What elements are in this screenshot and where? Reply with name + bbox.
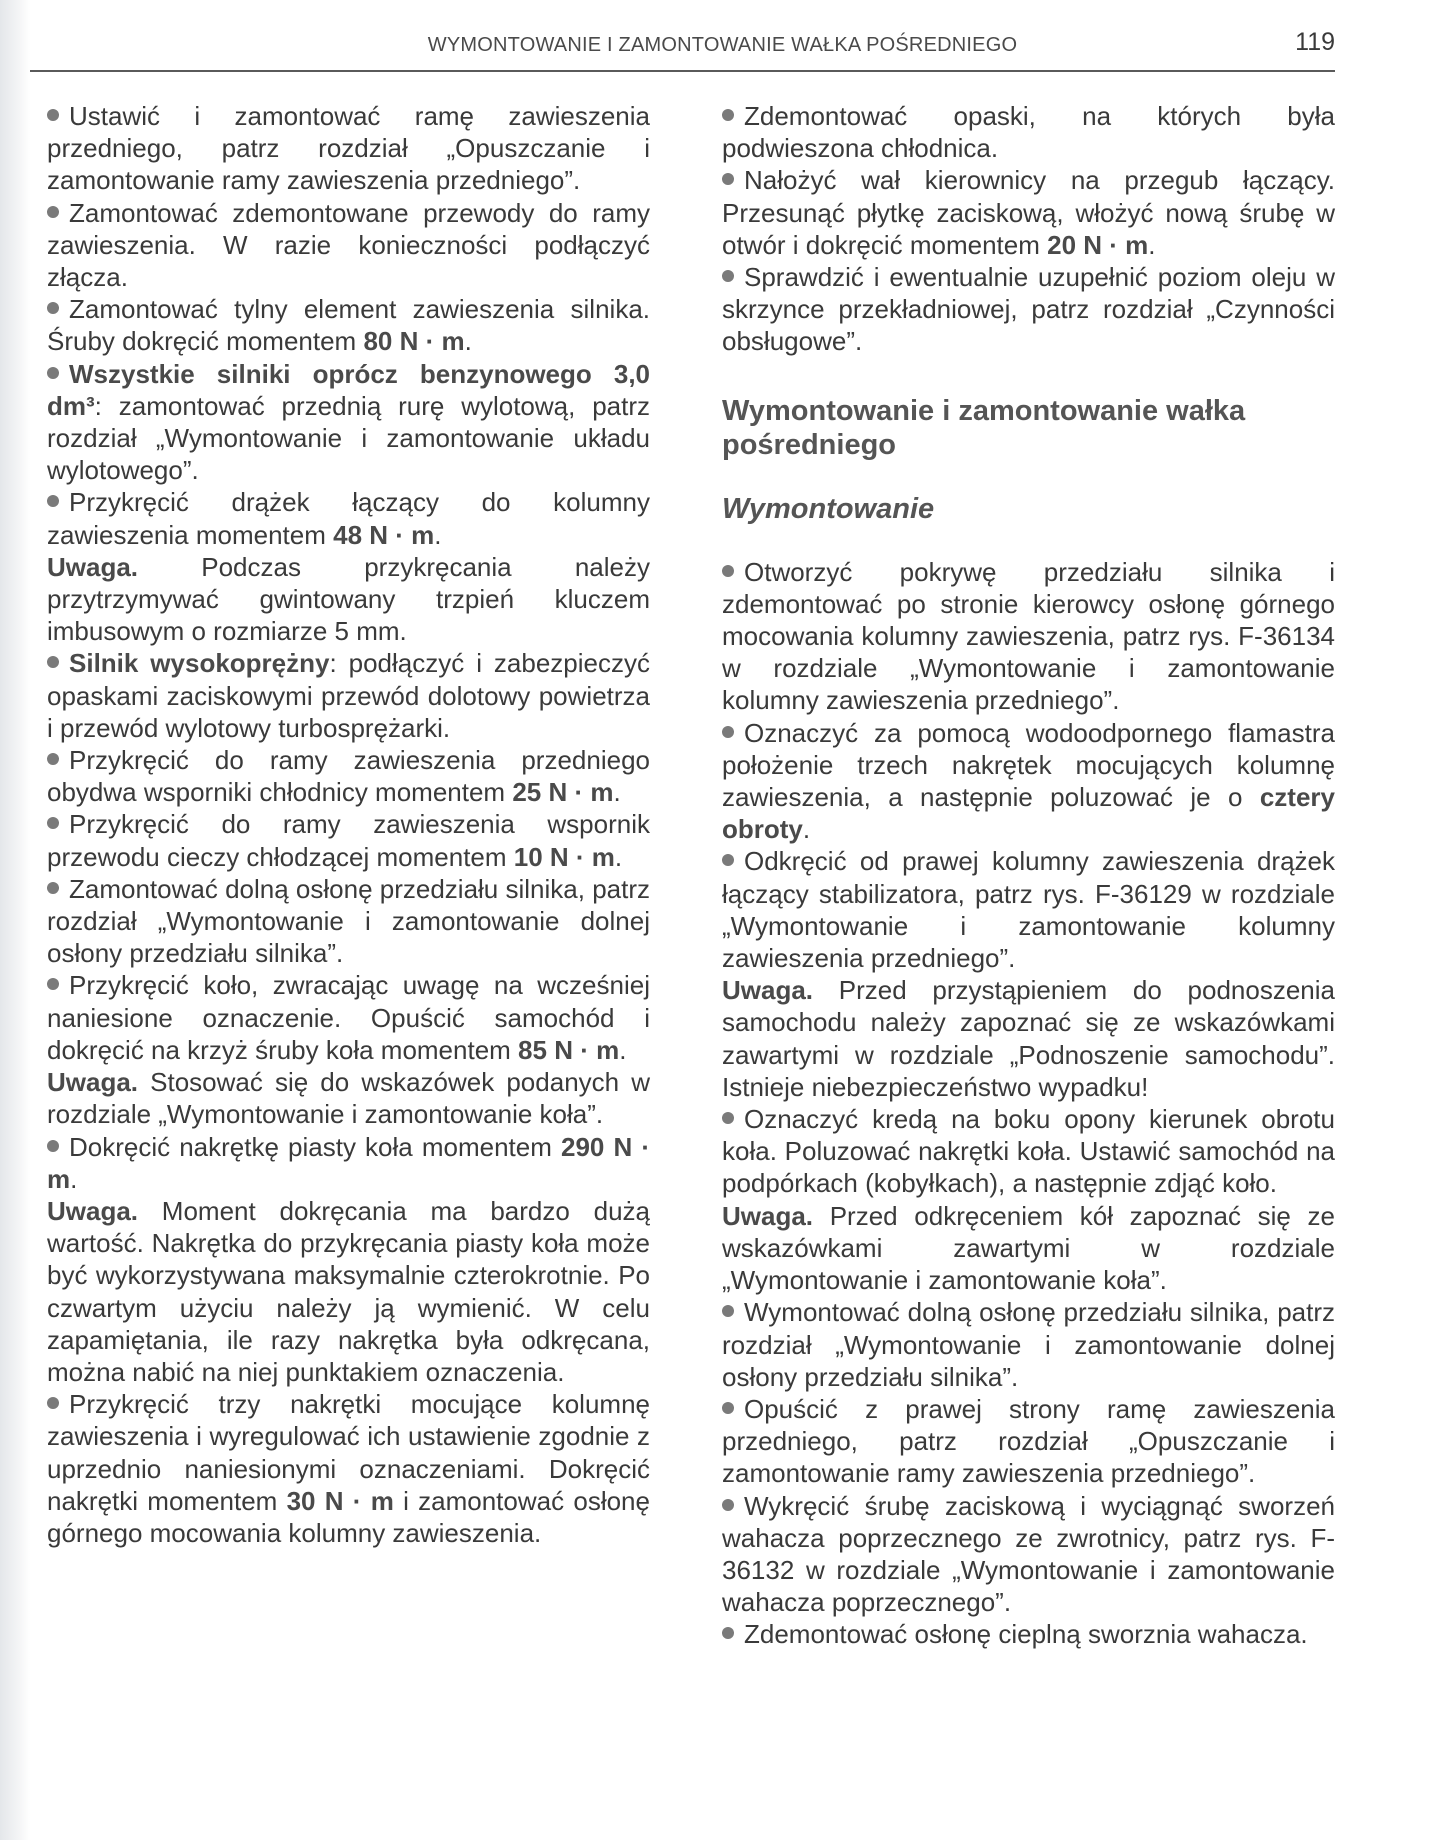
bullet-paragraph — [722, 717, 1335, 846]
bullet-dot-icon — [722, 1402, 734, 1414]
body-text: Przykręcić trzy nakrętki mocujące kolumnę zawieszenia i wyregulować ich ustawienie zgodnie z uprzednio naniesionymi oznaczeniami. Dokręcić nakrętki momentem — [47, 1389, 650, 1516]
body-text: Wykręcić śrubę zaciskową i wyciągnąć sworzeń wahacza poprzecznego ze zwrotnicy, patrz rys. F-36132 w rozdziale „Wymontowanie i zamontowanie wahacza poprzecznego”. — [722, 1490, 1335, 1618]
body-text: Oznaczyć za pomocą wodoodpornego flamastra położenie trzech nakrętek mocujących kolumnę zawieszenia, a następnie poluzować je o — [722, 717, 1335, 813]
body-text: i zamontować osłonę górnego mocowania kolumny zawieszenia. — [47, 1485, 650, 1548]
body-text: : podłączyć i zabezpieczyć opaskami zaciskowymi przewód dolotowy powietrza i przewód wylotowy turbosprężarki. — [47, 648, 650, 743]
emphasis-text: Silnik wysokoprężny — [69, 648, 330, 679]
bullet-paragraph — [722, 164, 1335, 261]
page-number: 119 — [1295, 28, 1335, 56]
note-paragraph — [722, 974, 1335, 1103]
bullet-dot-icon — [722, 270, 734, 282]
body-text: Podczas przykręcania należy przytrzymywać gwintowany trzpień kluczem imbusowym o rozmiarze 5 mm. — [47, 551, 650, 647]
bullet-paragraph — [722, 556, 1335, 717]
bullet-dot-icon — [47, 367, 59, 379]
bullet-dot-icon — [47, 495, 59, 507]
bullet-dot-icon — [722, 565, 734, 577]
right-column-top — [722, 100, 1335, 358]
bullet-paragraph — [47, 197, 650, 294]
scan-page-edge — [0, 0, 30, 1840]
bullet-dot-icon — [722, 173, 734, 185]
bullet-dot-icon — [722, 1112, 734, 1124]
bullet-dot-icon — [47, 206, 59, 218]
body-text: . — [613, 777, 621, 808]
body-text: Przed odkręceniem kół zapoznać się ze wskazówkami zawartymi w rozdziale „Wymontowanie i zamontowanie koła”. — [722, 1200, 1335, 1296]
bullet-dot-icon — [47, 1140, 59, 1152]
body-text: : zamontować przednią rurę wylotową, patrz rozdział „Wymontowanie i zamontowanie układu wylotowego”. — [47, 390, 650, 486]
bullet-paragraph — [722, 1393, 1335, 1490]
running-title: WYMONTOWANIE I ZAMONTOWANIE WAŁKA POŚREDNIEGO — [427, 34, 1018, 56]
bullet-paragraph — [47, 1131, 650, 1195]
body-text: Nałożyć wał kierownicy na przegub łączący. Przesunąć płytkę zaciskową, włożyć nową śrubę w otwór i dokręcić momentem — [722, 165, 1335, 260]
bullet-dot-icon — [47, 302, 59, 314]
bullet-paragraph — [722, 100, 1335, 164]
bullet-paragraph — [722, 1296, 1335, 1393]
bullet-paragraph — [722, 1490, 1335, 1619]
bullet-paragraph — [47, 808, 650, 872]
body-text: Przed przystąpieniem do podnoszenia samochodu należy zapoznać się ze wskazówkami zawartymi w rozdziale „Podnoszenie samochodu”. Istnieje niebezpieczeństwo wypadku! — [722, 975, 1335, 1102]
bullet-paragraph — [47, 100, 650, 197]
emphasis-text: 30 N · m — [286, 1485, 394, 1516]
bullet-dot-icon — [47, 978, 59, 990]
note-paragraph — [47, 551, 650, 648]
body-text: . — [464, 326, 472, 357]
bullet-paragraph — [722, 1103, 1335, 1200]
header-divider — [30, 70, 1335, 72]
note-paragraph — [47, 1066, 650, 1130]
bullet-paragraph — [722, 845, 1335, 974]
body-text: Zdemontować osłonę cieplną sworznia wahacza. — [744, 1619, 1308, 1650]
bullet-paragraph — [47, 647, 650, 744]
bullet-paragraph — [722, 1618, 1335, 1650]
body-text: Moment dokręcania ma bardzo dużą wartość. Nakrętka do przykręcania piasty koła może być wykorzystywana maksymalnie czterokrotnie. Po czwartym użyciu należy ją wymienić. W celu zapamiętania, ile razy nakrętka była odkręcana, można nabić na niej punktakiem oznaczenia. — [47, 1195, 650, 1387]
note-paragraph — [722, 1200, 1335, 1297]
bullet-paragraph — [47, 873, 650, 970]
emphasis-text: 10 N · m — [513, 841, 615, 872]
body-text: Ustawić i zamontować ramę zawieszenia przedniego, patrz rozdział „Opuszczanie i zamontowanie ramy zawieszenia przedniego”. — [47, 101, 650, 196]
bullet-paragraph — [722, 261, 1335, 358]
body-text: Przykręcić do ramy zawieszenia wspornik przewodu cieczy chłodzącej momentem — [47, 809, 650, 872]
emphasis-text: 20 N · m — [1047, 229, 1149, 260]
body-text: . — [434, 519, 442, 550]
emphasis-text: Uwaga. — [722, 975, 814, 1006]
body-text: Otworzyć pokrywę przedziału silnika i zdemontować po stronie kierowcy osłonę górnego mocowania kolumny zawieszenia, patrz rys. F-36134 w rozdziale „Wymontowanie i zamontowanie kolumny zawieszenia przedniego”. — [722, 556, 1335, 716]
body-text: Stosować się do wskazówek podanych w rozdziale „Wymontowanie i zamontowanie koła”. — [47, 1067, 650, 1130]
body-text: Dokręcić nakrętkę piasty koła momentem — [69, 1131, 561, 1162]
body-text: Odkręcić od prawej kolumny zawieszenia drążek łączący stabilizatora, patrz rys. F-36129 w rozdziale „Wymontowanie i zamontowanie kolumny zawieszenia przedniego”. — [722, 846, 1335, 974]
section-subheading: Wymontowanie — [722, 492, 935, 525]
bullet-paragraph — [47, 744, 650, 808]
right-column — [722, 100, 1335, 1651]
bullet-dot-icon — [47, 817, 59, 829]
body-text: Wymontować dolną osłonę przedziału silnika, patrz rozdział „Wymontowanie i zamontowanie dolnej osłony przedziału silnika”. — [722, 1297, 1335, 1392]
bullet-dot-icon — [47, 882, 59, 894]
page-header — [30, 28, 1335, 68]
bullet-paragraph — [47, 486, 650, 550]
body-text: Przykręcić do ramy zawieszenia przedniego obydwa wsporniki chłodnicy momentem — [47, 745, 650, 808]
bullet-dot-icon — [47, 1397, 59, 1409]
body-text: Przykręcić drążek łączący do kolumny zawieszenia momentem — [47, 487, 650, 550]
emphasis-text: Uwaga. — [722, 1200, 814, 1231]
body-text: . — [619, 1034, 627, 1065]
right-column-bottom — [722, 556, 1335, 1651]
note-paragraph — [47, 1195, 650, 1388]
emphasis-text: 85 N · m — [518, 1034, 620, 1065]
bullet-dot-icon — [722, 1627, 734, 1639]
bullet-dot-icon — [47, 656, 59, 668]
emphasis-text: 48 N · m — [333, 519, 435, 550]
body-text: Zdemontować opaski, na których była podwieszona chłodnica. — [722, 101, 1335, 164]
body-text: . — [70, 1163, 78, 1194]
body-text: Zamontować zdemontowane przewody do ramy zawieszenia. W razie konieczności podłączyć złącza. — [47, 197, 650, 293]
emphasis-text: 25 N · m — [512, 777, 614, 808]
emphasis-text: Uwaga. — [47, 1067, 139, 1098]
body-text: Zamontować dolną osłonę przedziału silnika, patrz rozdział „Wymontowanie i zamontowanie dolnej osłony przedziału silnika”. — [47, 873, 650, 969]
section-heading: Wymontowanie i zamontowanie wałka pośredniego — [722, 394, 1246, 461]
bullet-dot-icon — [722, 1499, 734, 1511]
body-text: Opuścić z prawej strony ramę zawieszenia przedniego, patrz rozdział „Opuszczanie i zamontowanie ramy zawieszenia przedniego”. — [722, 1393, 1335, 1489]
bullet-dot-icon — [47, 109, 59, 121]
body-text: Sprawdzić i ewentualnie uzupełnić poziom oleju w skrzynce przekładniowej, patrz rozdział „Czynności obsługowe”. — [722, 262, 1335, 357]
emphasis-text: cztery obroty — [722, 782, 1335, 845]
emphasis-text: Uwaga. — [47, 551, 139, 582]
bullet-dot-icon — [722, 854, 734, 866]
body-text: Oznaczyć kredą na boku opony kierunek obrotu koła. Poluzować nakrętki koła. Ustawić samochód na podpórkach (kobyłkach), a następnie zdjąć koło. — [722, 1104, 1335, 1199]
left-column — [47, 100, 650, 1549]
body-text: . — [802, 814, 811, 845]
bullet-dot-icon — [47, 753, 59, 765]
bullet-dot-icon — [722, 726, 734, 738]
body-text: . — [614, 841, 623, 872]
bullet-paragraph — [47, 1388, 650, 1549]
bullet-paragraph — [47, 293, 650, 357]
bullet-dot-icon — [722, 1305, 734, 1317]
bullet-paragraph — [47, 358, 650, 487]
emphasis-text: 80 N · m — [363, 326, 465, 357]
bullet-paragraph — [47, 969, 650, 1066]
emphasis-text: Wszystkie silniki oprócz benzynowego 3,0 dm³ — [47, 358, 650, 421]
body-text: Zamontować tylny element zawieszenia silnika. Śruby dokręcić momentem — [47, 294, 650, 357]
body-text: . — [1148, 229, 1156, 260]
bullet-dot-icon — [722, 109, 734, 121]
emphasis-text: Uwaga. — [47, 1195, 139, 1226]
emphasis-text: 290 N · m — [47, 1131, 651, 1194]
body-text: Przykręcić koło, zwracając uwagę na wcześniej naniesione oznaczenie. Opuścić samochód i dokręcić na krzyż śruby koła momentem — [47, 970, 650, 1065]
